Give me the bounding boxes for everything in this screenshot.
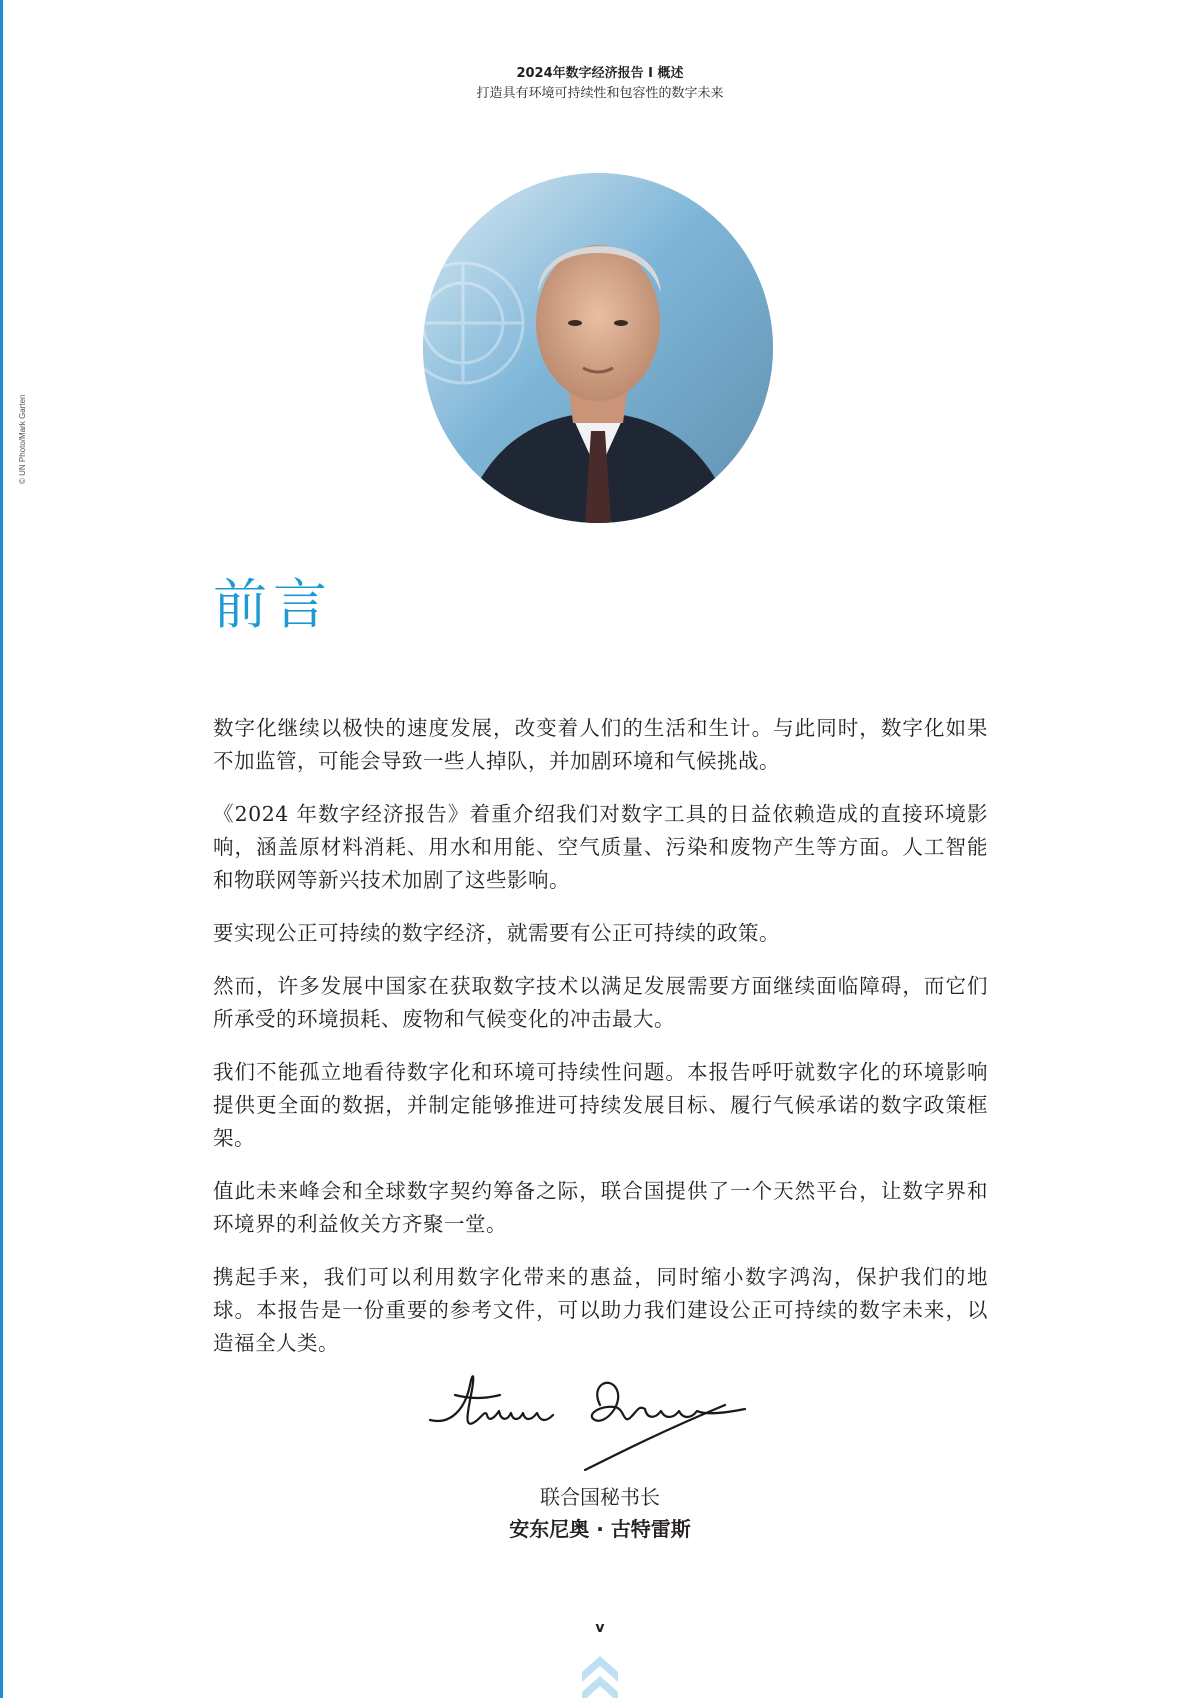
signatory-name: 安东尼奥 · 古特雷斯: [509, 1517, 691, 1541]
page-title: 前言: [213, 573, 333, 636]
paragraph: 携起手来，我们可以利用数字化带来的惠益，同时缩小数字鸿沟，保护我们的地球。本报告是一份重要的参考文件，可以助力我们建设公正可持续的数字未来，以造福全人类。: [213, 1265, 988, 1355]
paragraph: 我们不能孤立地看待数字化和环境可持续性问题。本报告呼吁就数字化的环境影响提供更全面的数据，并制定能够推进可持续发展目标、履行气候承诺的数字政策框架。: [213, 1060, 988, 1150]
paragraph: 值此未来峰会和全球数字契约筹备之际，联合国提供了一个天然平台，让数字界和环境界的利益攸关方齐聚一堂。: [213, 1179, 988, 1236]
photo-credit: © UN Photo/Mark Garten: [18, 394, 27, 484]
running-header: [0, 64, 1200, 104]
paragraph: 然而，许多发展中国家在获取数字技术以满足发展需要方面继续面临障碍，而它们所承受的环境损耗、废物和气候变化的冲击最大。: [213, 974, 988, 1031]
signatory-title: 联合国秘书长: [540, 1485, 660, 1509]
paragraph: 《2024 年数字经济报告》着重介绍我们对数字工具的日益依赖造成的直接环境影响，涵盖原材料消耗、用水和用能、空气质量、污染和废物产生等方面。人工智能和物联网等新兴技术加剧了这些影响。: [213, 802, 988, 892]
page-number: v: [595, 1620, 605, 1636]
paragraph: 数字化继续以极快的速度发展，改变着人们的生活和生计。与此同时，数字化如果不加监管，可能会导致一些人掉队，并加剧环境和气候挑战。: [213, 716, 988, 773]
chevron-up-icon: [578, 1648, 622, 1698]
portrait-photo: [423, 173, 773, 523]
left-edge-rule: [0, 0, 3, 1698]
paragraph: 要实现公正可持续的数字经济，就需要有公正可持续的政策。: [213, 921, 780, 945]
header-subtitle: 打造具有环境可持续性和包容性的数字未来: [476, 86, 724, 101]
handwritten-signature: [425, 1365, 775, 1475]
foreword-body: [213, 712, 988, 1380]
header-report-title: 2024年数字经济报告 I 概述: [516, 66, 684, 81]
